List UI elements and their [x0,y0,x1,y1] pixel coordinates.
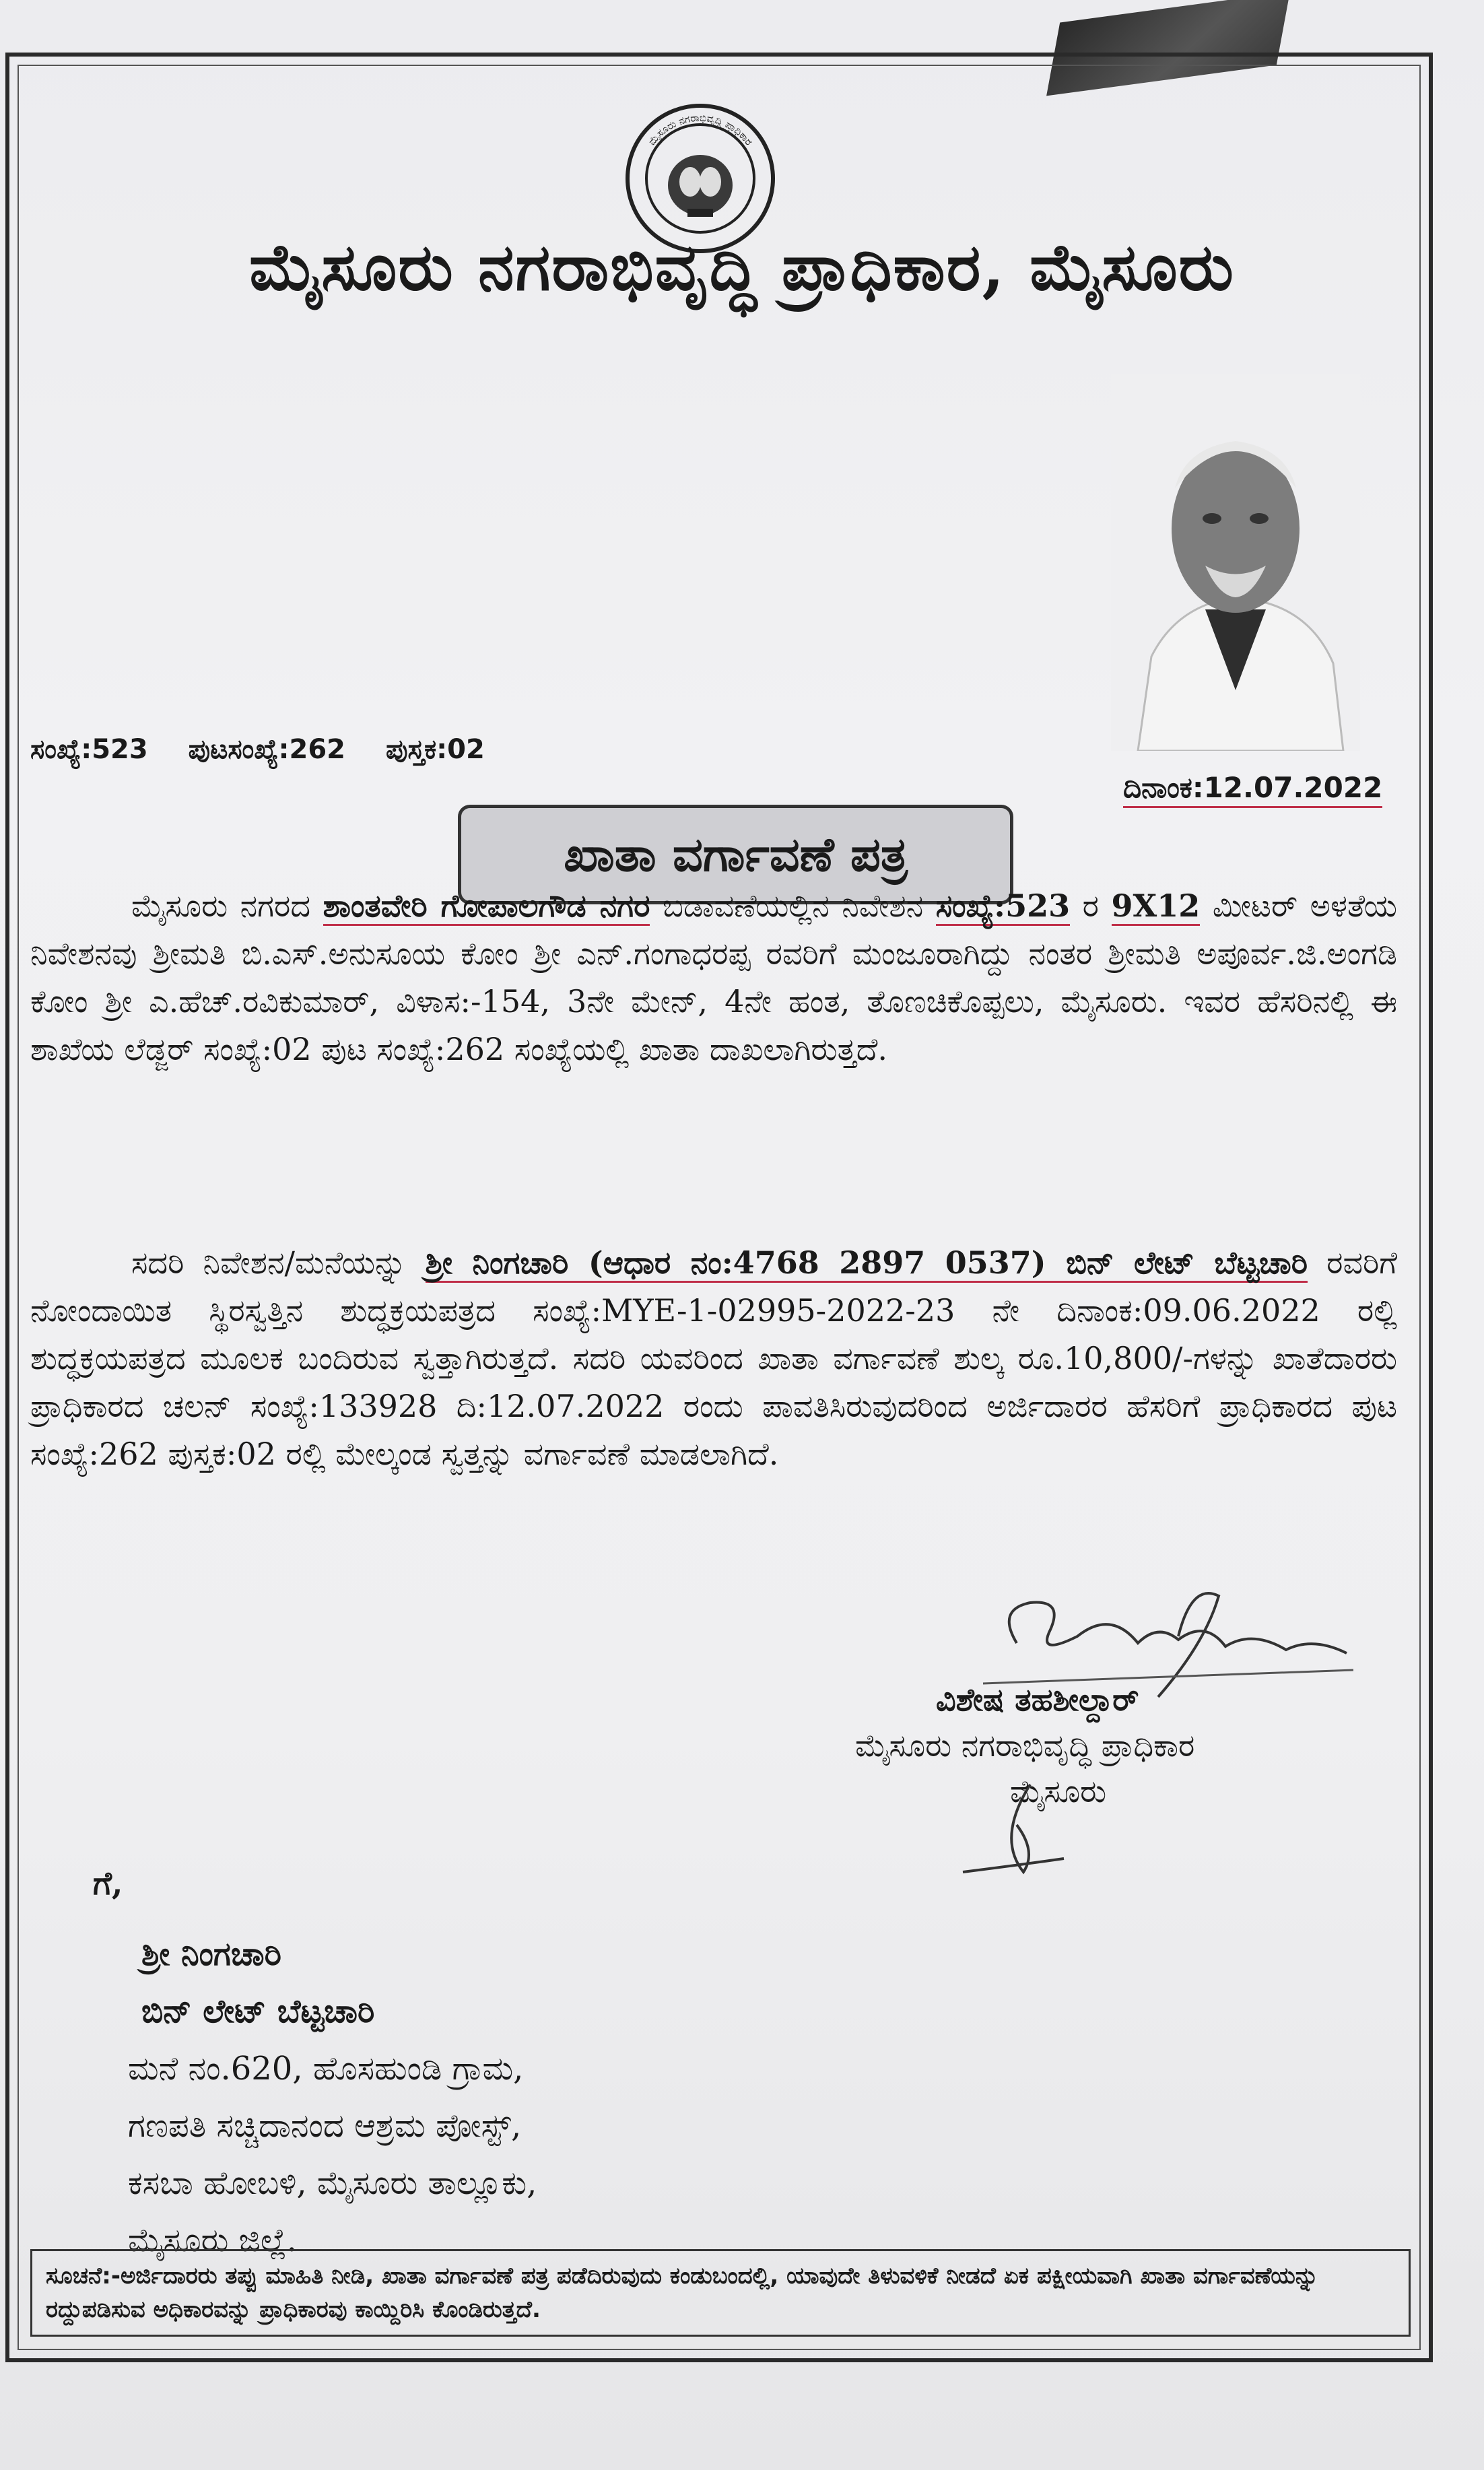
addressee-to: ಗೆ, [93,1865,123,1902]
para1-text-d: ಮೀಟರ್ ಅಳತೆಯ ನಿವೇಶನವು ಶ್ರೀಮತಿ ಬಿ.ಎಸ್.ಅನುಸೂಯ ಕೋಂ ಶ್ರೀ ಎನ್.ಗಂಗಾಧರಪ್ಪ ರವರಿಗೆ ಮಂಜೂರಾಗಿದ್ದು ನಂತರ ಶ್ರೀಮತಿ ಅಪೂರ್ವ.ಜಿ.ಅಂಗಡಿ ಕೋಂ ಶ್ರೀ ಎ.ಹೆಚ್.ರವಿಕುಮಾರ್, ವಿಳಾಸ:-154, 3ನೇ ಮೇನ್, 4ನೇ ಹಂತ, ತೊಣಚಿಕೊಪ್ಪಲು, ಮೈಸೂರು. ಇವರ ಹೆಸರಿನಲ್ಲಿ ಈ ಶಾಖೆಯ ಲೆಡ್ಜರ್ ಸಂಖ್ಯೆ:02 ಪುಟ ಸಂಖ್ಯೆ:262 ಸಂಖ್ಯೆಯಲ್ಲಿ ಖಾತಾ ದಾಖಲಾಗಿರುತ್ತದೆ. [30,888,1397,1067]
document-date: ದಿನಾಂಕ:12.07.2022 [1123,771,1382,808]
addressee-line-2: ಗಣಪತಿ ಸಚ್ಚಿದಾನಂದ ಆಶ್ರಮ ಪೋಸ್ಟ್, [128,2107,522,2145]
page-title: ಮೈಸೂರು ನಗರಾಭಿವೃದ್ಧಿ ಪ್ರಾಧಿಕಾರ, ಮೈಸೂರು [249,229,1235,305]
applicant-photo [1111,374,1360,751]
document-heading: ಖಾತಾ ವರ್ಗಾವಣೆ ಪತ್ರ [458,805,1013,904]
addressee-line-1: ಮನೆ ನಂ.620, ಹೊಸಹುಂಡಿ ಗ್ರಾಮ, [128,2050,524,2088]
reference-book: ಪುಸ್ತಕ:02 [385,734,485,765]
addressee-line-4: ಮೈಸೂರು ಜಿಲ್ಲೆ. [128,2222,297,2259]
notice-box: ಸೂಚನೆ:-ಅರ್ಜಿದಾರರು ತಪ್ಪು ಮಾಹಿತಿ ನೀಡಿ, ಖಾತಾ ವರ್ಗಾವಣೆ ಪತ್ರ ಪಡೆದಿರುವುದು ಕಂಡುಬಂದಲ್ಲಿ, ಯಾವುದೇ ತಿಳುವಳಿಕೆ ನೀಡದೆ ಏಕ ಪಕ್ಷೀಯವಾಗಿ ಖಾತಾ ವರ್ಗಾವಣೆಯನ್ನು ರದ್ದುಪಡಿಸುವ ಅಧಿಕಾರವನ್ನು ಪ್ರಾಧಿಕಾರವು ಕಾಯ್ದಿರಿಸಿ ಕೊಂಡಿರುತ್ತದೆ. [30,2249,1411,2337]
signatory-city: ಮೈಸೂರು [1010,1773,1107,1809]
paragraph-site-details [30,882,1397,1073]
addressee-father: ಬಿನ್ ಲೇಟ್ ಬೆಟ್ಟಚಾರಿ [141,1993,375,2030]
site-number: ಸಂಖ್ಯೆ:523 [936,888,1070,926]
new-owner: ಶ್ರೀ ನಿಂಗಚಾರಿ (ಆಧಾರ ನಂ:4768 2897 0537) ಬಿನ್ ಲೇಟ್ ಬೆಟ್ಟಚಾರಿ [426,1244,1308,1283]
para1-text-a: ಮೈಸೂರು ನಗರದ [131,888,323,924]
site-dimension: 9X12 [1112,888,1201,926]
reference-number: ಸಂಖ್ಯೆ:523 [30,734,148,765]
signatory-block [855,1677,1326,1814]
addressee-block [94,1855,537,2269]
paragraph-transfer-details [30,1239,1397,1478]
reference-line [30,734,516,765]
para2-text-a: ಸದರಿ ನಿವೇಶನ/ಮನೆಯನ್ನು [131,1244,426,1281]
seal-text: ಮೈಸೂರು ನಗರಾಭಿವೃದ್ಧಿ ಪ್ರಾಧಿಕಾರ [645,111,755,148]
addressee-name: ಶ್ರೀ ನಿಂಗಚಾರಿ [141,1935,281,1973]
para2-text-b: ರವರಿಗೆ ನೋಂದಾಯಿತ ಸ್ಥಿರಸ್ವತ್ತಿನ ಶುದ್ಧಕ್ರಯಪತ್ರದ ಸಂಖ್ಯೆ:MYE-1-02995-2022-23 ನೇ ದಿನಾಂಕ:09.06.2022 ರಲ್ಲಿ ಶುದ್ಧಕ್ರಯಪತ್ರದ ಮೂಲಕ ಬಂದಿರುವ ಸ್ವತ್ತಾಗಿರುತ್ತದೆ. ಸದರಿ ಯವರಿಂದ ಖಾತಾ ವರ್ಗಾವಣೆ ಶುಲ್ಕ ರೂ.10,800/-ಗಳನ್ನು ಖಾತೆದಾರರು ಪ್ರಾಧಿಕಾರದ ಚಲನ್ ಸಂಖ್ಯೆ:133928 ದಿ:12.07.2022 ರಂದು ಪಾವತಿಸಿರುವುದರಿಂದ ಅರ್ಜಿದಾರರ ಹೆಸರಿಗೆ ಪ್ರಾಧಿಕಾರದ ಪುಟ ಸಂಖ್ಯೆ:262 ಪುಸ್ತಕ:02 ರಲ್ಲಿ ಮೇಲ್ಕಂಡ ಸ್ವತ್ತನ್ನು ವರ್ಗಾವಣೆ ಮಾಡಲಾಗಿದೆ. [30,1244,1397,1472]
reference-page-number: ಪುಟಸಂಖ್ಯೆ:262 [188,734,346,765]
addressee-line-3: ಕಸಬಾ ಹೋಬಳಿ, ಮೈಸೂರು ತಾಲ್ಲೂಕು, [128,2164,537,2202]
signatory-designation: ವಿಶೇಷ ತಹಶೀಲ್ದಾರ್ [936,1681,1139,1718]
para1-text-b: ಬಡಾವಣೆಯಲ್ಲಿನ ನಿವೇಶನ [650,888,936,924]
para1-text-c: ರ [1070,888,1112,924]
signatory-office: ಮೈಸೂರು ನಗರಾಭಿವೃದ್ಧಿ ಪ್ರಾಧಿಕಾರ [855,1727,1195,1764]
layout-name: ಶಾಂತವೇರಿ ಗೋಪಾಲಗೌಡ ನಗರ [323,888,650,926]
